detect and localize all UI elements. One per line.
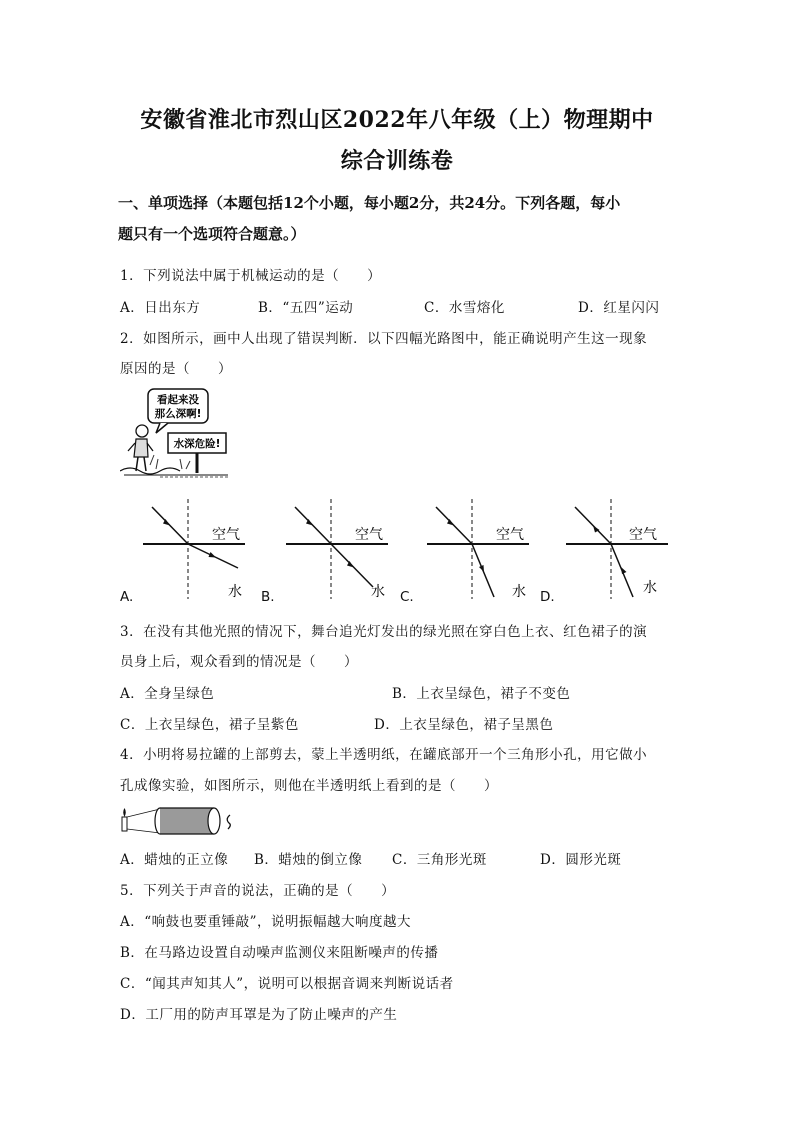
diagram-a-air: 空气 [212,527,240,543]
q4-option-a[interactable]: A．蜡烛的正立像 [120,852,229,868]
cartoon-bubble-line1: 看起来没 [157,394,199,406]
q1-option-c[interactable]: C．水雪熔化 [424,300,505,316]
diagram-a-water: 水 [228,584,242,600]
diagram-d-water: 水 [643,580,657,596]
cartoon-bubble-line2: 那么深啊! [154,408,202,420]
q4-pinhole-can-figure [118,803,238,839]
q2-stem-line2: 原因的是（ ） [120,361,232,377]
q1-option-b[interactable]: B．“五四”运动 [258,300,354,316]
q2-cartoon [120,385,230,480]
q1-stem: 1．下列说法中属于机械运动的是（ ） [120,268,382,284]
diagram-c-label[interactable]: C. [400,589,414,605]
q1-option-a[interactable]: A．日出东方 [120,300,201,316]
q3-option-b[interactable]: B．上衣呈绿色，裙子不变色 [392,686,571,702]
diagram-c [424,493,534,603]
diagram-a [140,493,250,603]
q3-stem-line2: 员身上后，观众看到的情况是（ ） [120,654,358,670]
page-title-line1: 安徽省淮北市烈山区2022年八年级（上）物理期中 [140,107,654,133]
section-heading-line1: 一、单项选择（本题包括12个小题，每小题2分，共24分。下列各题，每小 [118,194,621,212]
section-heading-line2: 题只有一个选项符合题意。） [118,225,306,243]
diagram-b-air: 空气 [355,527,383,543]
q5-option-c[interactable]: C．“闻其声知其人”，说明可以根据音调来判断说话者 [120,976,454,992]
q5-option-a[interactable]: A．“响鼓也要重锤敲”，说明振幅越大响度越大 [120,914,412,930]
q3-option-c[interactable]: C．上衣呈绿色，裙子呈紫色 [120,717,299,733]
q4-option-b[interactable]: B．蜡烛的倒立像 [254,852,363,868]
diagram-b [283,493,393,603]
q5-stem: 5．下列关于声音的说法，正确的是（ ） [120,883,396,899]
diagram-d-label[interactable]: D. [540,589,555,605]
q5-option-b[interactable]: B．在马路边设置自动噪声监测仪来阻断噪声的传播 [120,945,439,961]
page-title-line2: 综合训练卷 [340,148,454,174]
diagram-a-label[interactable]: A. [120,589,134,605]
diagram-b-water: 水 [371,584,385,600]
q5-option-d[interactable]: D．工厂用的防声耳罩是为了防止噪声的产生 [120,1007,398,1023]
q1-option-d[interactable]: D．红星闪闪 [578,300,660,316]
q3-option-d[interactable]: D．上衣呈绿色，裙子呈黑色 [374,717,554,733]
diagram-c-air: 空气 [496,527,524,543]
q3-stem-line1: 3．在没有其他光照的情况下，舞台追光灯发出的绿光照在穿白色上衣、红色裙子的演 [120,624,648,640]
q4-option-d[interactable]: D．圆形光斑 [540,852,622,868]
diagram-c-water: 水 [512,584,526,600]
q3-option-a[interactable]: A．全身呈绿色 [120,686,215,702]
q2-stem-line1: 2．如图所示，画中人出现了错误判断．以下四幅光路图中，能正确说明产生这一现象 [120,331,648,347]
q4-stem-line1: 4．小明将易拉罐的上部剪去，蒙上半透明纸，在罐底部开一个三角形小孔，用它做小 [120,747,648,763]
q4-stem-line2: 孔成像实验，如图所示，则他在半透明纸上看到的是（ ） [120,778,498,794]
section-heading [118,188,678,250]
cartoon-sign-text: 水深危险! [173,438,221,450]
diagram-d-air: 空气 [629,527,657,543]
diagram-d [563,493,673,603]
q4-option-c[interactable]: C．三角形光斑 [392,852,487,868]
diagram-b-label[interactable]: B. [261,589,275,605]
